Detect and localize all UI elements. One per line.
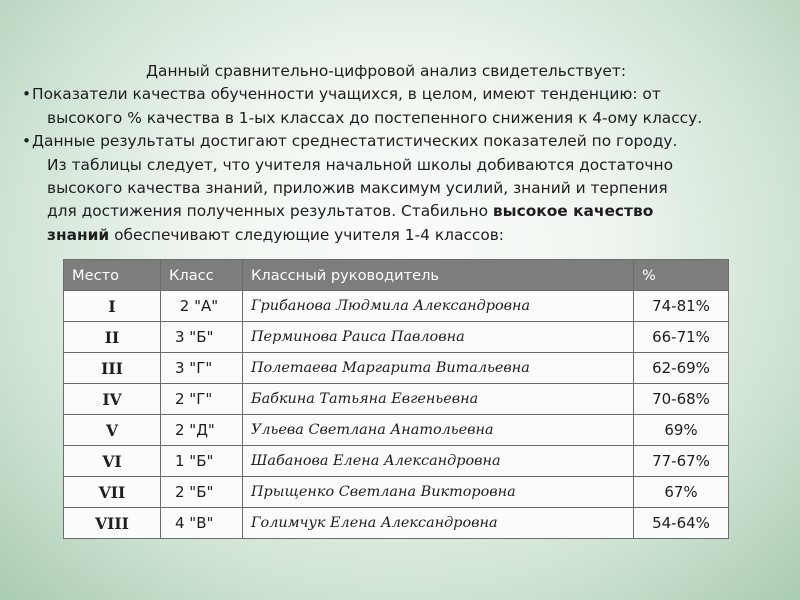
bullet-2-line-1: Данные результаты достигают среднестатистических показателей по городу. [32, 132, 678, 151]
cell-place: VII [64, 477, 161, 508]
cell-teacher: Перминова Раиса Павловна [243, 322, 634, 353]
cell-percent: 62-69% [634, 353, 729, 384]
intro-text: Данный сравнительно-цифровой анализ свидетельствует: [146, 62, 627, 80]
teachers-table [63, 259, 729, 539]
cell-teacher: Шабанова Елена Александровна [243, 446, 634, 477]
table-header [64, 260, 729, 291]
cell-percent: 74-81% [634, 291, 729, 322]
bullet-2-bold-text: высокое качество [492, 202, 654, 221]
bullet-item-2 [22, 130, 782, 247]
table-body [64, 291, 729, 539]
cell-percent: 69% [634, 415, 729, 446]
table-row [64, 477, 729, 508]
cell-place: V [64, 415, 161, 446]
cell-class: 3 "Б" [161, 322, 243, 353]
cell-class: 4 "В" [161, 508, 243, 539]
table-row [64, 353, 729, 384]
bullet-2-bold-word: знаний [47, 225, 110, 244]
cell-place: III [64, 353, 161, 384]
bullet-2-line-5 [32, 224, 782, 247]
header-percent: % [634, 260, 729, 291]
table-row [64, 446, 729, 477]
cell-teacher: Бабкина Татьяна Евгеньевна [243, 384, 634, 415]
table-row [64, 415, 729, 446]
teachers-table-wrap [63, 259, 729, 539]
cell-teacher: Ульева Светлана Анатольевна [243, 415, 634, 446]
bullet-2-line-5-text: обеспечивают следующие учителя 1-4 классов: [109, 225, 504, 244]
bullet-2-line-2: Из таблицы следует, что учителя начальной школы добиваются достаточно [47, 155, 673, 174]
table-header-row [64, 260, 729, 291]
bullet-1-line-1: Показатели качества обученности учащихся, в целом, имеют тенденцию: от [32, 85, 661, 104]
bullet-dot-icon: • [22, 85, 32, 104]
bullet-2-line-4-text: для достижения полученных результатов. Стабильно [47, 202, 493, 221]
text-block [22, 60, 782, 247]
cell-percent: 67% [634, 477, 729, 508]
bullet-2-line-4 [32, 200, 782, 223]
cell-class: 2 "Г" [161, 384, 243, 415]
cell-teacher: Полетаева Маргарита Витальевна [243, 353, 634, 384]
cell-percent: 77-67% [634, 446, 729, 477]
cell-place: I [64, 291, 161, 322]
table-row [64, 322, 729, 353]
cell-percent: 70-68% [634, 384, 729, 415]
header-teacher: Классный руководитель [243, 260, 634, 291]
cell-class: 1 "Б" [161, 446, 243, 477]
table-row [64, 291, 729, 322]
cell-percent: 66-71% [634, 322, 729, 353]
cell-place: VIII [64, 508, 161, 539]
cell-class: 2 "Д" [161, 415, 243, 446]
cell-place: VI [64, 446, 161, 477]
cell-teacher: Прыщенко Светлана Викторовна [243, 477, 634, 508]
header-place: Место [64, 260, 161, 291]
bullet-item-1 [22, 83, 782, 130]
bullet-1-line-2: высокого % качества в 1-ых классах до постепенного снижения к 4-ому классу. [47, 108, 703, 127]
cell-class: 2 "А" [161, 291, 243, 322]
cell-teacher: Грибанова Людмила Александровна [243, 291, 634, 322]
bullet-2-line-3: высокого качества знаний, приложив максимум усилий, знаний и терпения [47, 179, 668, 198]
cell-place: II [64, 322, 161, 353]
cell-place: IV [64, 384, 161, 415]
cell-class: 2 "Б" [161, 477, 243, 508]
cell-class: 3 "Г" [161, 353, 243, 384]
header-class: Класс [161, 260, 243, 291]
cell-percent: 54-64% [634, 508, 729, 539]
cell-teacher: Голимчук Елена Александровна [243, 508, 634, 539]
table-row [64, 384, 729, 415]
table-row [64, 508, 729, 539]
bullet-dot-icon: • [22, 132, 32, 151]
